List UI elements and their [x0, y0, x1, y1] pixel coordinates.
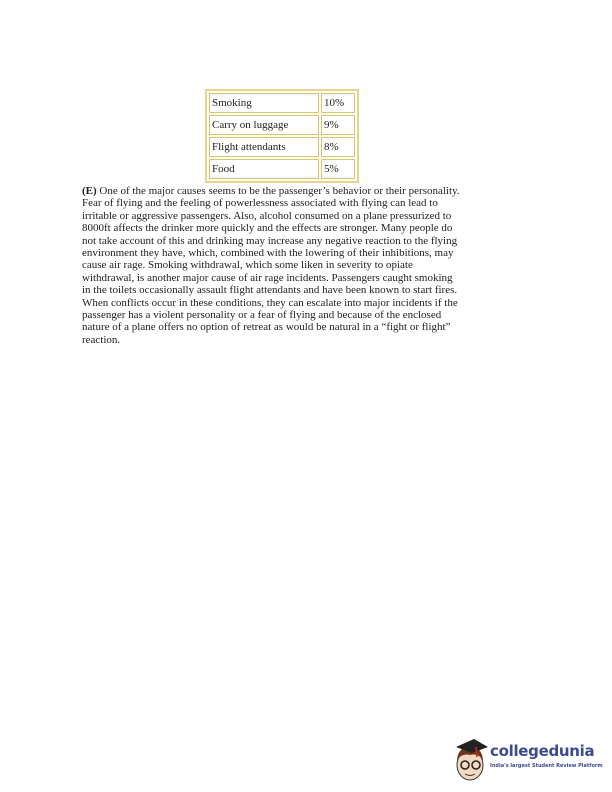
collegedunia-logo: [450, 735, 610, 785]
paragraph-e: [82, 185, 522, 346]
logo-tagline: India's largest Student Review Platform: [490, 763, 603, 769]
table-row: [209, 159, 355, 179]
paragraph-line: reaction.: [82, 333, 121, 346]
table-row: [209, 93, 355, 113]
paragraph-line: cause air rage. Smoking withdrawal, which some liken in severity to opiate: [82, 259, 413, 272]
paragraph-line: in the toilets occasionally assault flight attendants and have been known to start fires.: [82, 284, 458, 297]
paragraph-line: Fear of flying and the feeling of powerlessness associated with flying can lead to: [82, 197, 438, 210]
table-row: [209, 137, 355, 157]
row-label: Food: [209, 159, 319, 179]
row-label: Smoking: [209, 93, 319, 113]
paragraph-line: not take account of this and drinking may increase any negative reaction to the flying: [82, 234, 458, 247]
row-label: Carry on luggage: [209, 115, 319, 135]
paragraph-line: withdrawal, is another major cause of air rage incidents. Passengers caught smoking: [82, 271, 453, 284]
row-value: 9%: [321, 115, 355, 135]
paragraph-line: [82, 185, 522, 197]
mascot-icon: [450, 735, 490, 785]
paragraph-line: When conflicts occur in these conditions, they can escalate into major incidents if the: [82, 296, 458, 309]
line-text: One of the major causes seems to be the passenger’s behavior or their personality.: [96, 185, 460, 197]
paragraph-marker: (E): [82, 185, 97, 197]
paragraph-line: nature of a plane offers no option of retreat as would be natural in a “fight or flight”: [82, 321, 451, 334]
row-label: Flight attendants: [209, 137, 319, 157]
paragraph-line: 8000ft affects the drinker more quickly and the effects are stronger. Many people do: [82, 222, 453, 235]
causes-table: [205, 89, 359, 183]
paragraph-line: irritable or aggressive passengers. Also, alcohol consumed on a plane pressurized to: [82, 209, 452, 222]
row-value: 10%: [321, 93, 355, 113]
paragraph-line: environment they have, which, combined with the lowering of their inhibitions, may: [82, 247, 454, 260]
row-value: 5%: [321, 159, 355, 179]
row-value: 8%: [321, 137, 355, 157]
table-row: [209, 115, 355, 135]
logo-brand-text: collegedunia: [490, 742, 595, 760]
paragraph-line: passenger has a violent personality or a fear of flying and because of the enclosed: [82, 309, 442, 322]
